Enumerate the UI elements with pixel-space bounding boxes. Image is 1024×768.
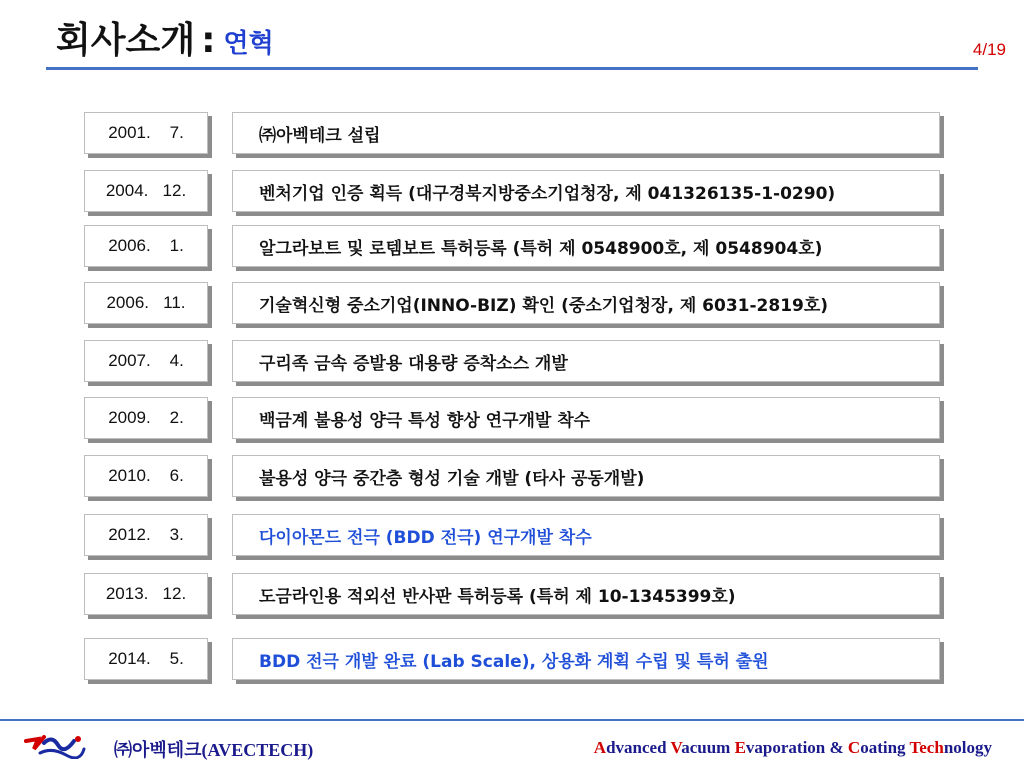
timeline-event: 백금계 불용성 양극 특성 향상 연구개발 착수 — [232, 397, 940, 439]
tagline-text: dvanced — [606, 738, 671, 757]
timeline-event: 도금라인용 적외선 반사판 특허등록 (특허 제 10-1345399호) — [232, 573, 940, 615]
page-number: 4/19 — [972, 40, 1006, 59]
timeline-date: 2001. 7. — [84, 112, 208, 154]
tagline-initial: V — [670, 738, 682, 757]
timeline-row — [0, 225, 1024, 271]
tagline-initial: A — [593, 738, 607, 757]
timeline-row — [0, 112, 1024, 158]
timeline-event: 구리족 금속 증발용 대용량 증착소스 개발 — [232, 340, 940, 382]
timeline-date: 2006. 11. — [84, 282, 208, 324]
header-divider — [46, 67, 978, 70]
timeline-event: 불용성 양극 중간층 형성 기술 개발 (타사 공동개발) — [232, 455, 940, 497]
timeline-row — [0, 514, 1024, 560]
timeline-row — [0, 455, 1024, 501]
tagline-initial: Tech — [909, 738, 944, 757]
page-title — [56, 12, 274, 63]
timeline-date: 2007. 4. — [84, 340, 208, 382]
timeline-event: BDD 전극 개발 완료 (Lab Scale), 상용화 계획 수립 및 특허 출원 — [232, 638, 940, 680]
timeline-row — [0, 282, 1024, 328]
tagline-text: acuum — [681, 738, 735, 757]
timeline-row — [0, 638, 1024, 684]
footer-tagline — [594, 738, 992, 758]
title-subtitle: 연혁 — [223, 29, 274, 59]
timeline-row — [0, 573, 1024, 619]
timeline-event: 알그라보트 및 로템보트 특허등록 (특허 제 0548900호, 제 0548904호) — [232, 225, 940, 267]
title-separator: : — [201, 20, 216, 61]
timeline-date: 2006. 1. — [84, 225, 208, 267]
tagline-text: vaporation & — [745, 738, 848, 757]
timeline-event: 다이아몬드 전극 (BDD 전극) 연구개발 착수 — [232, 514, 940, 556]
timeline-date: 2004. 12. — [84, 170, 208, 212]
title-main: 회사소개 — [56, 20, 196, 61]
footer-divider — [0, 719, 1024, 721]
tagline-text: nology — [943, 738, 992, 757]
timeline-row — [0, 397, 1024, 443]
timeline-date: 2010. 6. — [84, 455, 208, 497]
footer-company-name: ㈜아벡테크(AVECTECH) — [114, 740, 314, 760]
tagline-text: oating — [860, 738, 910, 757]
timeline-date: 2013. 12. — [84, 573, 208, 615]
timeline-event: 벤처기업 인증 획득 (대구경북지방중소기업청장, 제 041326135-1-0290) — [232, 170, 940, 212]
timeline-date: 2012. 3. — [84, 514, 208, 556]
timeline-row — [0, 170, 1024, 216]
company-logo-icon — [22, 733, 88, 759]
timeline-date: 2014. 5. — [84, 638, 208, 680]
timeline-row — [0, 340, 1024, 386]
tagline-initial: E — [734, 738, 746, 757]
timeline-event: 기술혁신형 중소기업(INNO-BIZ) 확인 (중소기업청장, 제 6031-2819호) — [232, 282, 940, 324]
timeline-date: 2009. 2. — [84, 397, 208, 439]
timeline-event: ㈜아벡테크 설립 — [232, 112, 940, 154]
tagline-initial: C — [847, 738, 861, 757]
